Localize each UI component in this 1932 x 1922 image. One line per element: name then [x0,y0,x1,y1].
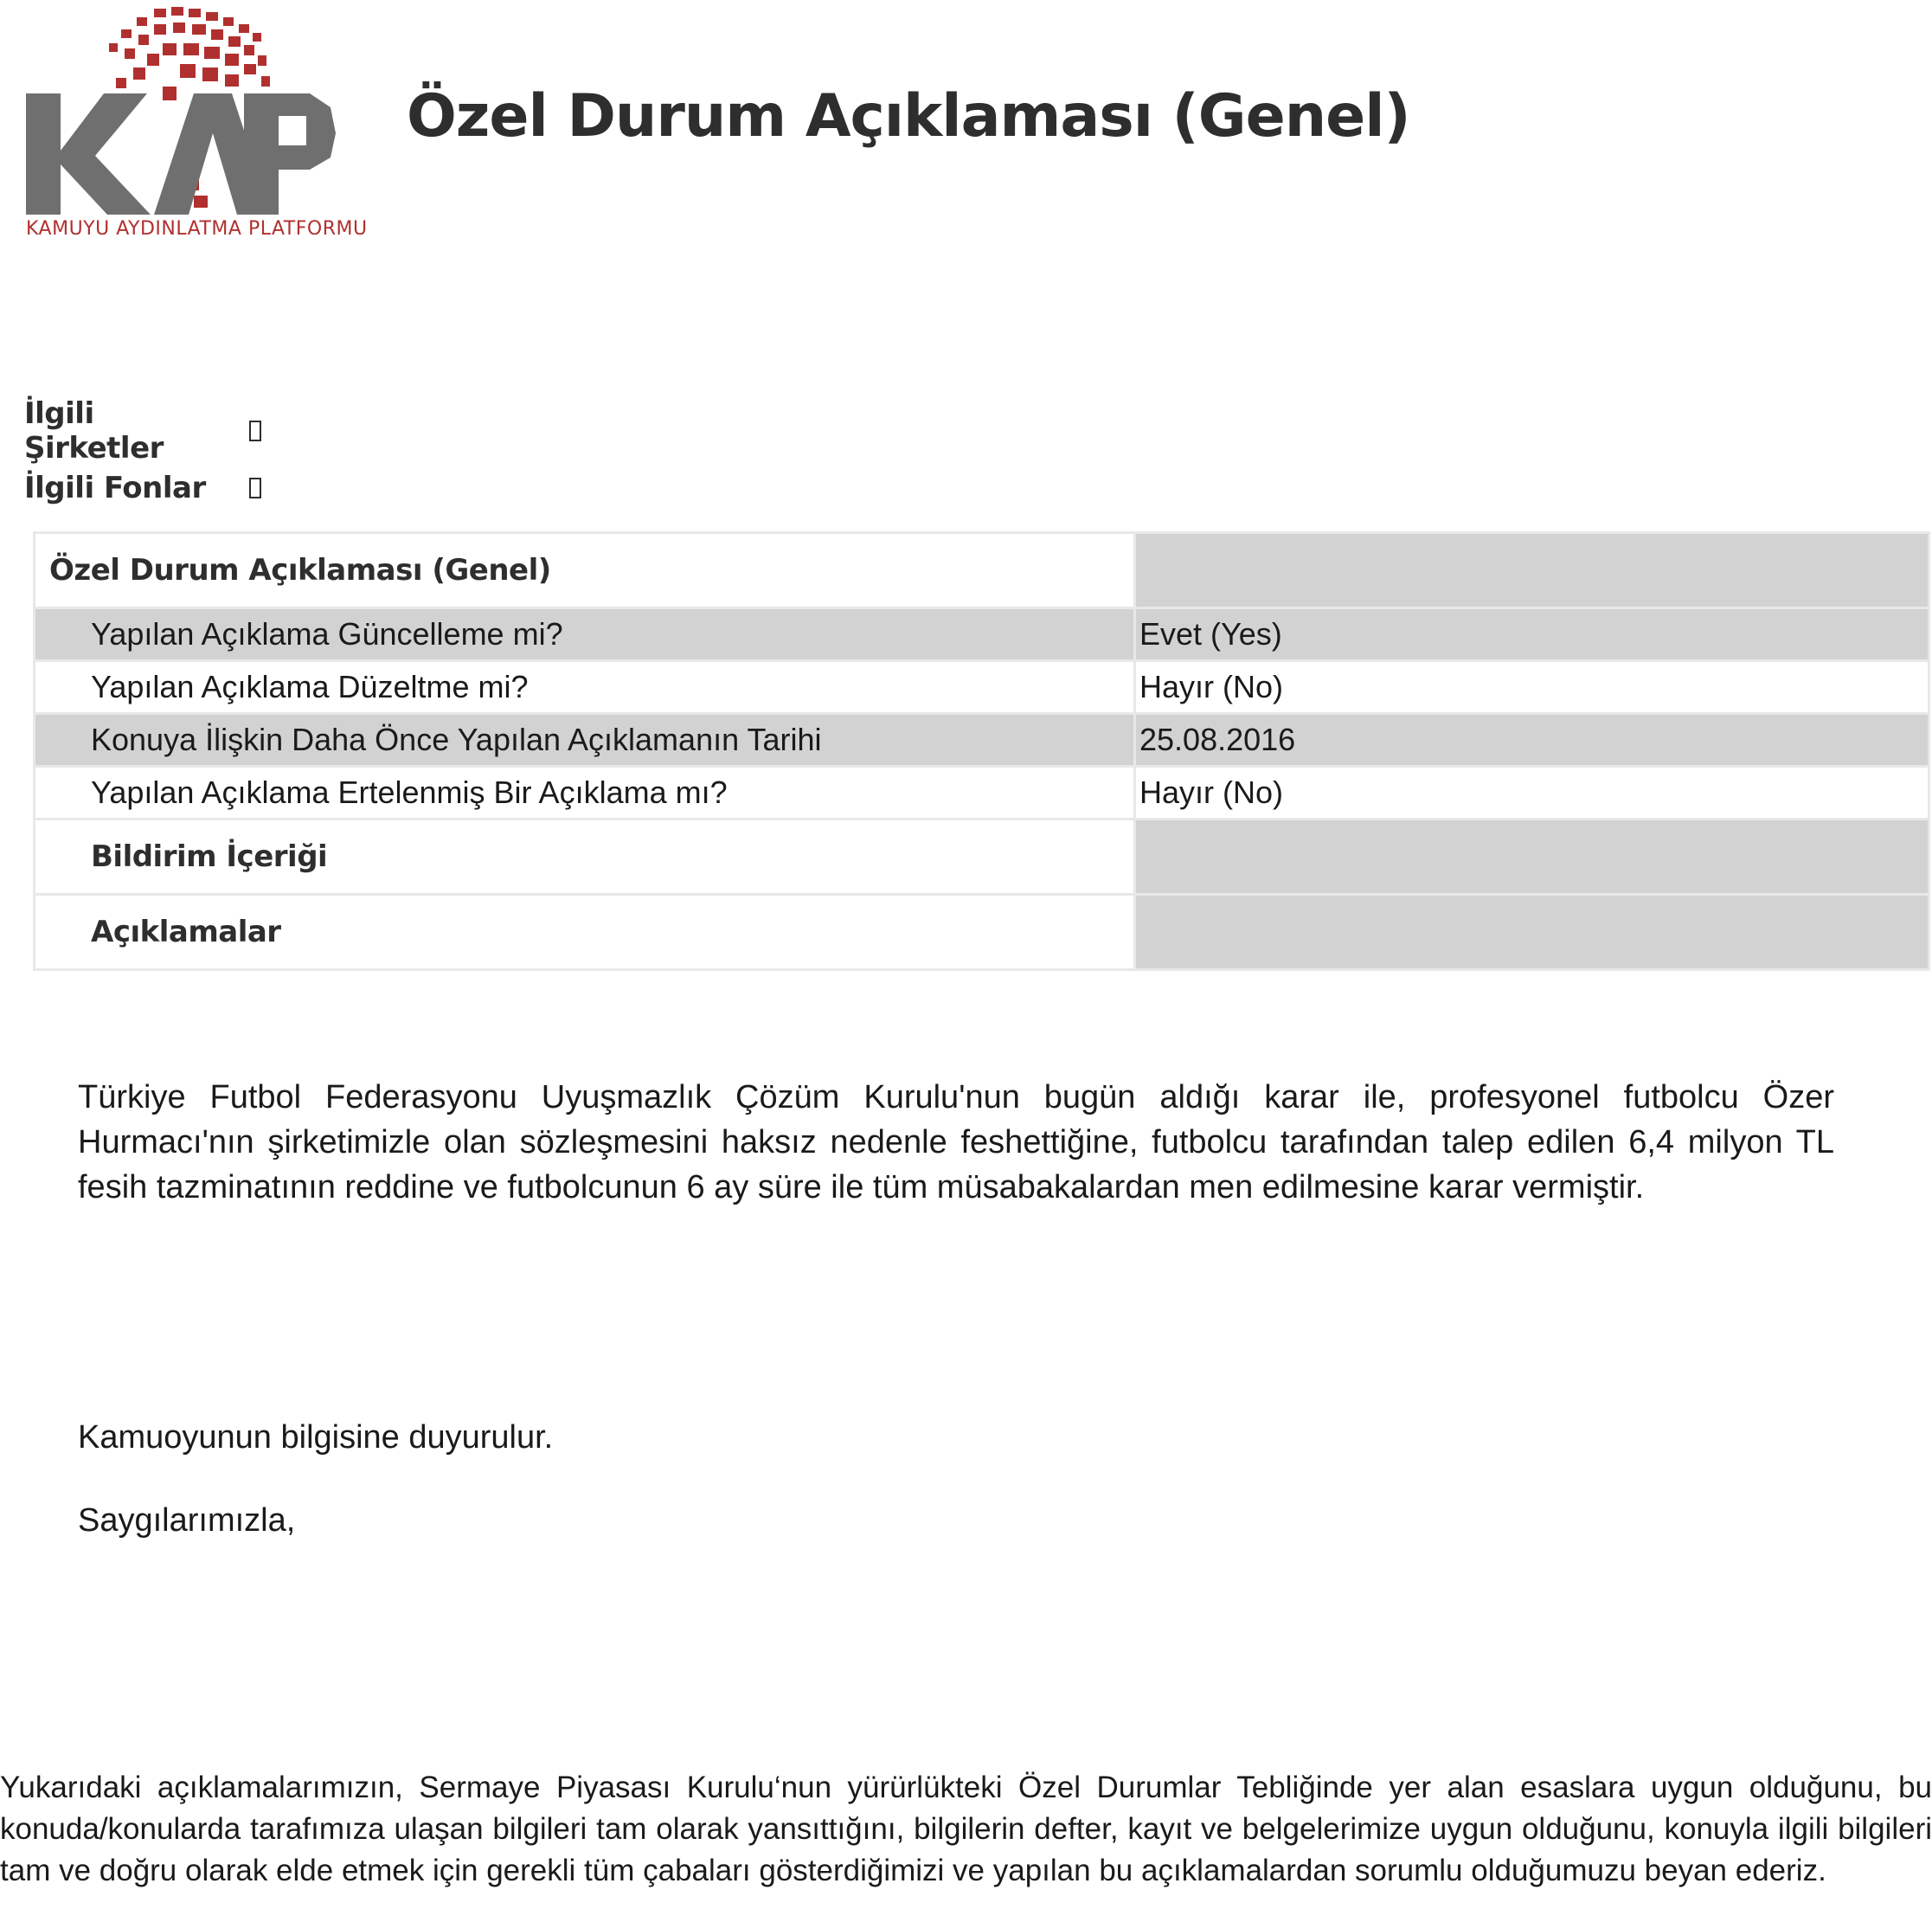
row-key: Yapılan Açıklama Ertelenmiş Bir Açıklama mı? [35,767,1135,820]
related-funds-label: İlgili Fonlar [24,471,206,505]
row-key: Yapılan Açıklama Güncelleme mi? [35,608,1135,661]
table-row [35,661,1929,714]
row-value: Hayır (No) [1135,661,1929,714]
row-value: Hayır (No) [1135,767,1929,820]
logo-subtitle: KAMUYU AYDINLATMA PLATFORMU [26,218,368,240]
explanation-paragraph: Türkiye Futbol Federasyonu Uyuşmazlık Çözüm Kurulu'nun bugün aldığı karar ile, profesyonel futbolcu Özer Hurmacı'nın şirketimizle olan sözleşmesini haksız nedenle feshettiğine, futbolcu tarafından talep edilen 6,4 milyon TL fesih tazminatının reddine ve futbolcunun 6 ay süre ile tüm müsabakalardan men edilmesine karar vermiştir. [78,1079,1834,1205]
related-funds-toggle[interactable] [24,471,261,505]
related-companies-label: İlgili Şirketler [24,396,164,466]
row-value: Evet (Yes) [1135,608,1929,661]
closing-announcement: Kamuoyunun bilgisine duyurulur. [78,1419,554,1456]
kap-logo [24,3,368,246]
row-key: Konuya İlişkin Daha Önce Yapılan Açıklamanın Tarihi [35,714,1135,767]
table-row [35,608,1929,661]
box-icon [249,478,261,498]
section-value [1135,820,1929,895]
kap-logo-graphic [24,3,368,246]
row-value: 25.08.2016 [1135,714,1929,767]
table-row [35,714,1929,767]
table-header-title: Özel Durum Açıklaması (Genel) [35,533,1135,608]
closing-regards: Saygılarımızla, [78,1502,296,1539]
table-header-value [1135,533,1929,608]
section-title: Açıklamalar [35,895,1135,970]
box-icon [249,421,261,441]
section-row-explanations [35,895,1929,970]
section-row-notification-content [35,820,1929,895]
section-title: Bildirim İçeriği [35,820,1135,895]
disclosure-info-table [33,531,1930,971]
row-key: Yapılan Açıklama Düzeltme mi? [35,661,1135,714]
related-companies-toggle[interactable] [24,396,261,466]
table-header-row [35,533,1929,608]
page-title: Özel Durum Açıklaması (Genel) [407,82,1410,151]
legal-disclaimer: Yukarıdaki açıklamalarımızın, Sermaye Piyasası Kurulu‘nun yürürlükteki Özel Durumlar Tebliğinde yer alan esaslara uygun olduğunu, bu konuda/konularda tarafımıza ulaşan bilgileri tam olarak yansıttığını, bilgilerin defter, kayıt ve belgelerimize uygun olduğunu, konuyla ilgili bilgileri tam ve doğru olarak elde etmek için gerekli tüm çabaları gösterdiğimizi ve yapılan bu açıklamalardan sorumlu olduğumuzu beyan ederiz. [0,1771,1932,1887]
table-row [35,767,1929,820]
section-value [1135,895,1929,970]
